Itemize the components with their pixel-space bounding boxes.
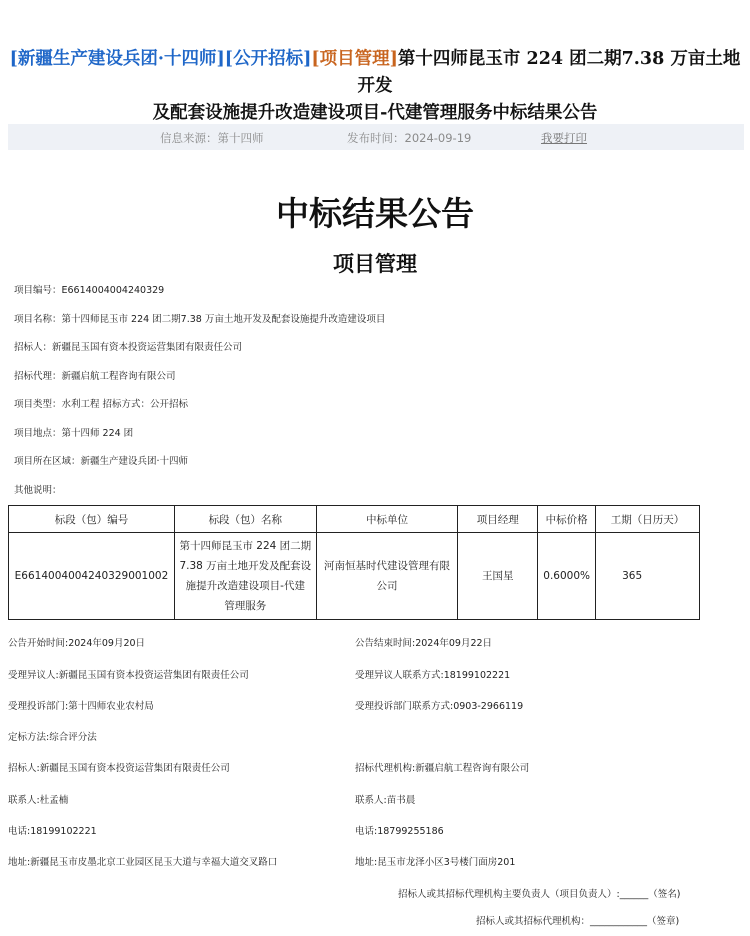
- info-source: 信息来源：第十四师: [160, 131, 264, 145]
- cell-manager: 王国星: [458, 533, 538, 620]
- cell-price: 0.6000%: [538, 533, 596, 620]
- doc-subtitle: 项目管理: [333, 252, 417, 276]
- field-project-code: 项目编号：E6614004004240329: [14, 285, 165, 296]
- address-2: 地址:昆玉市龙泽小区3号楼门面房201: [355, 857, 516, 868]
- table-header-row: [9, 506, 700, 533]
- contact-person-2: 联系人:苗书晨: [355, 795, 416, 806]
- cell-name-line: 第十四师昆玉市 224 团二期: [179, 540, 312, 552]
- cell-code: E6614004004240329001002: [9, 533, 175, 620]
- col-header-manager: 项目经理: [458, 506, 538, 533]
- award-table: [8, 505, 700, 620]
- info-bar: [8, 124, 744, 150]
- cell-name-line: 管理服务: [224, 600, 267, 612]
- col-header-code: 标段（包）编号: [9, 506, 175, 533]
- notice-start: 公告开始时间:2024年09月20日: [8, 638, 146, 649]
- phone-1: 电话:18199102221: [8, 826, 97, 837]
- cell-name-line: 施提升改造建设项目-代建: [185, 580, 305, 592]
- col-header-name: 标段（包）名称: [174, 506, 316, 533]
- project-info: [14, 284, 734, 512]
- info-publish-date: 发布时间：2024-09-19: [347, 131, 472, 145]
- cell-winner-line: 公司: [376, 580, 398, 592]
- field-agency: 招标代理：新疆启航工程咨询有限公司: [14, 370, 176, 382]
- doc-title: 中标结果公告: [276, 194, 474, 233]
- cell-name: [174, 533, 316, 620]
- contact-person-1: 联系人:杜孟楠: [8, 795, 69, 806]
- category-tag-field[interactable]: [项目管理]: [311, 49, 398, 69]
- field-region: 项目所在区域：新疆生产建设兵团·十四师: [14, 456, 189, 467]
- category-tag-region[interactable]: [新疆生产建设兵团·十四师]: [9, 49, 225, 69]
- signature-seal: 招标人或其招标代理机构：____________（签章): [476, 916, 680, 927]
- print-link[interactable]: 我要打印: [541, 131, 587, 145]
- col-header-duration: 工期（日历天）: [596, 506, 700, 533]
- notice-end: 公告结束时间:2024年09月22日: [355, 638, 493, 649]
- complaint-dept: 受理投诉部门:第十四师农业农村局: [8, 701, 154, 712]
- field-project-name: 项目名称：第十四师昆玉市 224 团二期7.38 万亩土地开发及配套设施提升改造建设项目: [14, 313, 386, 325]
- field-project-type: 项目类型：水利工程 招标方式：公开招标: [14, 399, 189, 410]
- headline-line-2: 及配套设施提升改造建设项目-代建管理服务中标结果公告: [152, 103, 598, 123]
- cell-winner: [316, 533, 458, 620]
- phone-2: 电话:18799255186: [355, 826, 444, 837]
- table-row: [9, 533, 700, 620]
- headline-line-1: [8, 46, 742, 100]
- col-header-price: 中标价格: [538, 506, 596, 533]
- award-method: 定标方法:综合评分法: [8, 732, 97, 743]
- signature-responsible: 招标人或其招标代理机构主要负责人（项目负责人）:______（签名): [398, 889, 681, 900]
- objection-unit: 受理异议人:新疆昆玉国有资本投资运营集团有限责任公司: [8, 670, 249, 681]
- cell-winner-line: 河南恒基时代建设管理有限: [324, 560, 450, 572]
- cell-duration: 365: [596, 533, 700, 620]
- footer-agency: 招标代理机构:新疆启航工程咨询有限公司: [355, 763, 530, 774]
- footer-tenderer: 招标人:新疆昆玉国有资本投资运营集团有限责任公司: [8, 763, 230, 774]
- objection-contact: 受理异议人联系方式:18199102221: [355, 670, 511, 681]
- field-other-notes: 其他说明：: [14, 484, 62, 496]
- category-tag-type[interactable]: [公开招标]: [224, 49, 312, 69]
- field-tenderer: 招标人：新疆昆玉国有资本投资运营集团有限责任公司: [14, 342, 243, 353]
- field-location: 项目地点：第十四师 224 团: [14, 427, 134, 439]
- address-1: 地址:新疆昆玉市皮墨北京工业园区昆玉大道与幸福大道交叉路口: [8, 857, 278, 868]
- cell-name-line: 7.38 万亩土地开发及配套设: [179, 560, 312, 572]
- headline-text-1: 第十四师昆玉市 224 团二期7.38 万亩土地开发: [357, 49, 741, 96]
- col-header-winner: 中标单位: [316, 506, 458, 533]
- announcement-headline: [8, 46, 742, 127]
- complaint-contact: 受理投诉部门联系方式:0903-2966119: [355, 701, 524, 712]
